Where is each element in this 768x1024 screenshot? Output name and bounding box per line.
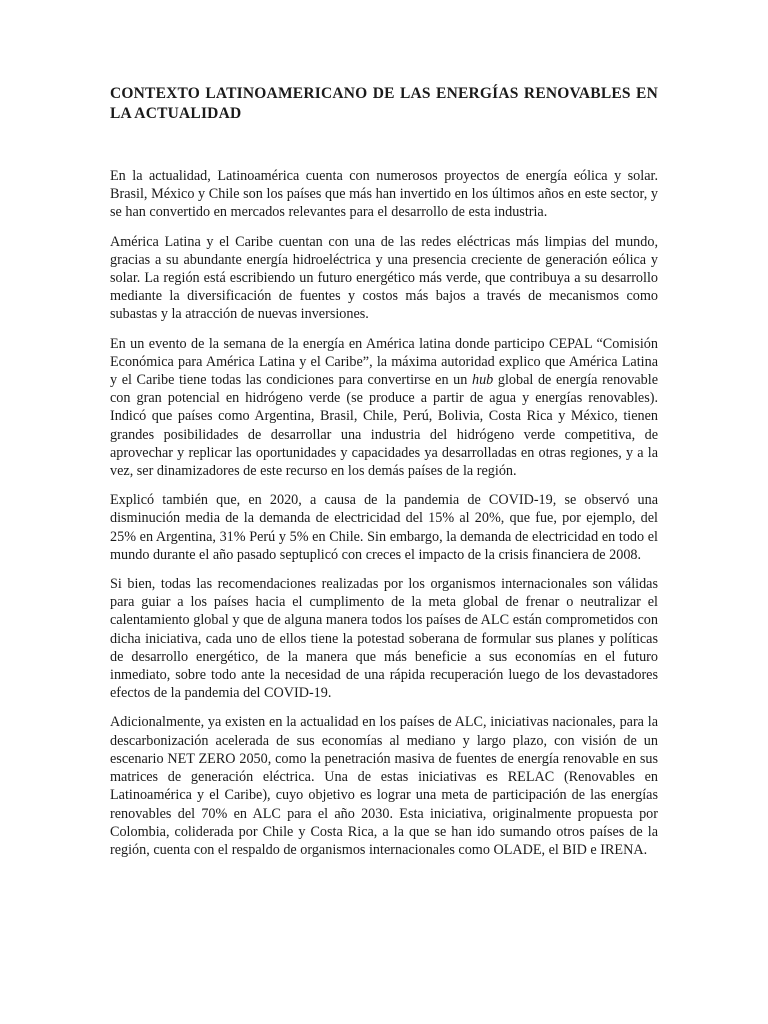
paragraph-3-hub-italic: hub [471, 372, 494, 389]
paragraph-5: Si bien, todas las recomendaciones realizadas por los organismos internacionales son válidas para guiar a los países hacia el cumplimento de la meta global de frenar o neutralizar el calentamiento global y que de alguna manera todos los países de ALC están comprometidos con dicha iniciativa, cada uno de ellos tiene la potestad soberana de formular sus planes y políticas de desarrollo energético, de la manera que más beneficie a sus economías en el futuro inmediato, sobre todo ante la necesidad de una rápida recuperación luego de los devastadores efectos de la pandemia del COVID-19. [110, 576, 658, 702]
paragraph-2: América Latina y el Caribe cuentan con una de las redes eléctricas más limpias del mundo, gracias a su abundante energía hidroeléctrica y una presencia creciente de generación eólica y solar. La región está escribiendo un futuro energético más verde, que contribuya a su desarrollo mediante la diversificación de fuentes y costos más bajos a través de mecanismos como subastas y la atracción de nuevas inversiones. [110, 233, 658, 323]
document-title: CONTEXTO LATINOAMERICANO DE LAS ENERGÍAS RENOVABLES EN LA ACTUALIDAD [110, 85, 658, 122]
paragraph-1: En la actualidad, Latinoamérica cuenta con numerosos proyectos de energía eólica y solar. Brasil, México y Chile son los países que más han invertido en los últimos años en este sector, y se han convertido en mercados relevantes para el desarrollo de esta industria. [110, 168, 658, 221]
paragraph-3 [110, 335, 658, 481]
paragraph-4: Explicó también que, en 2020, a causa de la pandemia de COVID-19, se observó una disminución media de la demanda de electricidad del 15% al 20%, que fue, por ejemplo, del 25% en Argentina, 31% Perú y 5% en Chile. Sin embargo, la demanda de electricidad en todo el mundo durante el año pasado septuplicó con creces el impacto de la crisis financiera de 2008. [110, 492, 658, 563]
paragraph-3-part-b: global de energía renovable con gran potencial en hidrógeno verde (se produce a partir de agua y energías renovables). Indicó que países como Argentina, Brasil, Chile, Perú, Bolivia, Costa Rica y México, tienen grandes posibilidades de desarrollar una industria del hidrógeno verde competitiva, de aprovechar y replicar las oportunidades y capacidades ya desarrolladas en otras regiones, y a la vez, ser dinamizadores de este recurso en los demás países de la región. [110, 372, 658, 480]
paragraph-6: Adicionalmente, ya existen en la actualidad en los países de ALC, iniciativas nacionales, para la descarbonización acelerada de sus economías al mediano y largo plazo, con visión de un escenario NET ZERO 2050, como la penetración masiva de fuentes de energía renovable en sus matrices de generación eléctrica. Una de estas iniciativas es RELAC (Renovables en Latinoamérica y el Caribe), cuyo objetivo es lograr una meta de participación de las energías renovables del 70% en ALC para el año 2030. Esta iniciativa, originalmente propuesta por Colombia, coliderada por Chile y Costa Rica, a la que se han ido sumando otros países de la región, cuenta con el respaldo de organismos internacionales como OLADE, el BID e IRENA. [110, 714, 658, 858]
paragraph-3-part-a: En un evento de la semana de la energía en América latina donde participo CEPAL “Comisión Económica para América Latina y el Caribe”, la máxima autoridad explico que América Latina y el Caribe tiene todas las condiciones para convertirse en un [110, 335, 658, 389]
